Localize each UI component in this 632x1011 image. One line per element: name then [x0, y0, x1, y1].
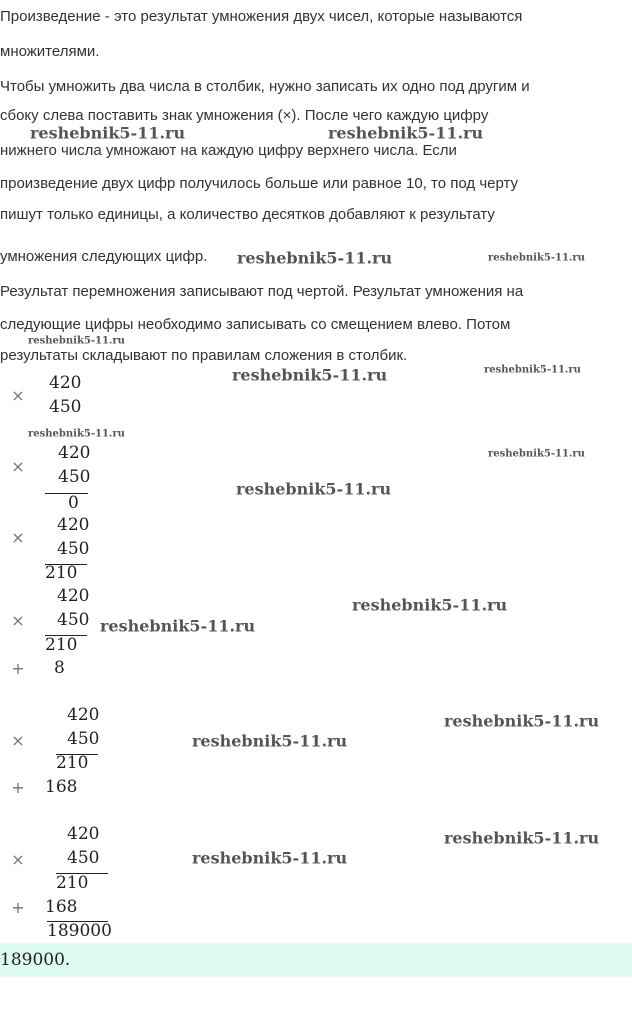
watermark: reshebnik5-11.ru [28, 335, 125, 347]
watermark: reshebnik5-11.ru [232, 365, 388, 385]
multiplier: 450 [57, 610, 90, 630]
multiply-sign: × [11, 731, 25, 750]
multiplier: 450 [57, 539, 90, 559]
multiplicand: 420 [57, 515, 90, 535]
multiplier: 450 [49, 397, 82, 417]
watermark: reshebnik5-11.ru [328, 123, 484, 143]
partial-product: 210 [56, 873, 89, 893]
multiplicand: 420 [58, 443, 91, 463]
watermark: reshebnik5-11.ru [192, 848, 348, 868]
text-line: множителями. [0, 43, 100, 60]
watermark: reshebnik5-11.ru [237, 248, 393, 268]
answer-box [0, 943, 632, 977]
watermark: reshebnik5-11.ru [28, 428, 125, 440]
watermark: reshebnik5-11.ru [30, 123, 186, 143]
multiplier: 450 [58, 467, 91, 487]
partial-product-2: 8 [54, 658, 65, 678]
final-product: 189000 [47, 921, 112, 941]
text-line: Произведение - это результат умножения двух чисел, которые называются [0, 8, 523, 25]
multiply-sign: × [11, 457, 25, 476]
multiply-sign: × [11, 611, 25, 630]
watermark: reshebnik5-11.ru [192, 731, 348, 751]
multiply-sign: × [11, 386, 25, 405]
watermark: reshebnik5-11.ru [444, 711, 600, 731]
watermark: reshebnik5-11.ru [444, 828, 600, 848]
multiplicand: 420 [57, 586, 90, 606]
multiplicand: 420 [67, 824, 100, 844]
plus-sign: + [11, 778, 25, 797]
partial-product-2: 168 [45, 777, 78, 797]
text-line: результаты складывают по правилам сложения в столбик. [0, 347, 408, 364]
partial-product: 0 [68, 493, 79, 513]
multiplicand: 420 [67, 705, 100, 725]
multiply-sign: × [11, 528, 25, 547]
watermark: reshebnik5-11.ru [484, 364, 581, 376]
text-line: произведение двух цифр получилось больше или равное 10, то под черту [0, 175, 519, 192]
partial-product-2: 168 [45, 897, 78, 917]
multiplier: 450 [67, 729, 100, 749]
text-line: Чтобы умножить два числа в столбик, нужно записать их одно под другим и [0, 78, 530, 95]
multiplicand: 420 [49, 373, 82, 393]
plus-sign: + [11, 898, 25, 917]
text-line: умножения следующих цифр. [0, 248, 208, 265]
partial-product: 210 [45, 563, 78, 583]
plus-sign: + [11, 659, 25, 678]
divider-line [45, 493, 88, 494]
text-line: нижнего числа умножают на каждую цифру верхнего числа. Если [0, 142, 457, 159]
watermark: reshebnik5-11.ru [488, 252, 585, 264]
watermark: reshebnik5-11.ru [100, 616, 256, 636]
text-line: сбоку слева поставить знак умножения (×). После чего каждую цифру [0, 107, 489, 124]
text-line: Результат перемножения записывают под чертой. Результат умножения на [0, 283, 524, 300]
text-line: следующие цифры необходимо записывать со смещением влево. Потом [0, 316, 511, 333]
watermark: reshebnik5-11.ru [236, 479, 392, 499]
multiply-sign: × [11, 850, 25, 869]
partial-product: 210 [56, 753, 89, 773]
watermark: reshebnik5-11.ru [488, 448, 585, 460]
partial-product: 210 [45, 635, 78, 655]
text-line: пишут только единицы, а количество десятков добавляют к результату [0, 206, 495, 223]
multiplier: 450 [67, 848, 100, 868]
watermark: reshebnik5-11.ru [352, 595, 508, 615]
answer-text: 189000. [0, 950, 71, 970]
